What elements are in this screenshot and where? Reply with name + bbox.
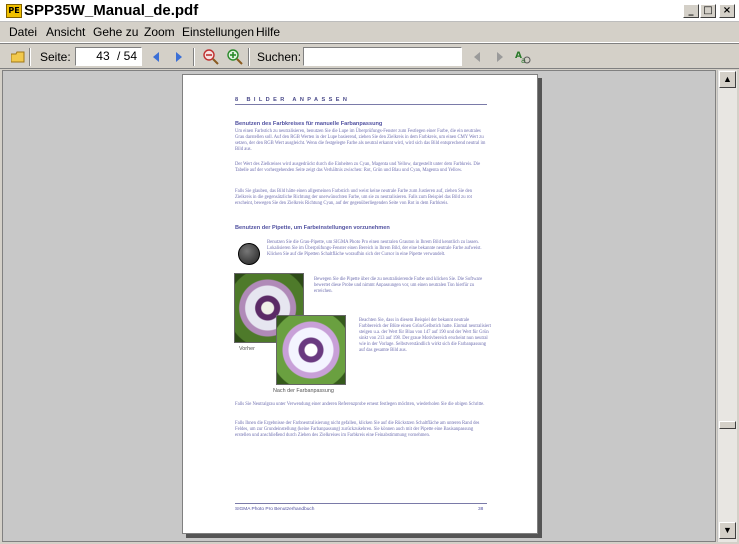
search-next-icon[interactable] — [491, 48, 509, 66]
toolbar — [0, 43, 739, 69]
menu-bar — [0, 23, 739, 43]
match-case-icon[interactable] — [514, 48, 532, 66]
page-number-input[interactable] — [75, 47, 142, 66]
chapter-heading: 8 BILDER ANPASSEN — [235, 97, 351, 103]
page-label: Seite: — [40, 50, 71, 64]
menu-datei[interactable]: Datei — [9, 25, 38, 39]
search-input[interactable] — [303, 47, 462, 66]
maximize-button[interactable]: □ — [700, 4, 716, 18]
next-page-icon[interactable] — [170, 48, 188, 66]
paragraph: Bewegen Sie die Pipette über die zu neutralisierende Farbe und klicken Sie. Die Software bewertet diese Probe und nimmt Anpassungen vor, um einen neutralen Ton hierfür zu erreichen. — [314, 277, 483, 294]
app-icon: PE — [6, 4, 22, 18]
toolbar-separator — [29, 48, 31, 66]
caption-after: Nach der Farbanpassung — [273, 388, 334, 394]
paragraph: Beachten Sie, dass in diesem Beispiel der bekannt neutrale Farbbereich der Blüte einen Grün/Gelbstich hatte. Einmal neutralisiert steigen u.a. der Wert für Blau von 147 auf 190 und der Wert für Grün sinkt von 213 auf 198. Der graue Motivbereich erscheint nun neutral wie in der Vorlage. Selbstverständlich wirkt sich die Farbanpassung auf das gesamte Bild aus. — [359, 318, 491, 353]
vertical-scrollbar[interactable] — [717, 70, 737, 542]
title-bar — [0, 0, 739, 22]
paragraph: Der Wert des Zielkreises wird ausgedrückt durch die Einheiten zu Cyan, Magenta und Yellow, dargestellt unter dem Farbkreis. Die Tabelle auf der vorhergehenden Seite zeigt das Verhältnis zwischen: Rot, Grün und Blau und Cyan, Magenta und Yellow. — [235, 162, 481, 173]
scroll-down-button[interactable]: ▼ — [719, 522, 736, 539]
menu-einstellungen[interactable]: Einstellungen — [182, 25, 255, 39]
menu-ansicht[interactable]: Ansicht — [46, 25, 86, 39]
window-title: SPP35W_Manual_de.pdf — [24, 2, 199, 19]
paragraph: Um einen Farbstich zu neutralisieren, benutzen Sie die Lupe im Überprüfungs-Fenster zum Festlegen einer Farbe, die ein neutrales Grau darstellen soll. Auf den RGB Werten in der Lupe basierend, ziehen Sie den Zielkreis in dem Farbkreis, um einen CMY Wert zu setzen, der den RGB Wert ausgleicht. Wenn die festgelegte Farbe als neutral erkannt wird, wird sich das Bild entsprechend neutral im Bild aus. — [235, 129, 486, 152]
pipette-icon — [238, 243, 260, 265]
open-folder-icon[interactable] — [9, 48, 27, 66]
toolbar-separator — [248, 48, 250, 66]
footer-title: SIGMA Photo Pro Benutzerhandbuch — [235, 507, 315, 512]
paragraph: Benutzen Sie die Grau-Pipette, um SIGMA Photo Pro einen neutralen Grauton in Ihrem Bild kenntlich zu lassen. Lokalisieren Sie im Überprüfungs-Fenster einen Bereich in Ihrem Bild, der eine bekannte neutrale Farbe aufweist. Klicken Sie auf die Pipetten Schaltfläche woraufhin sich der Cursor in eine Pipette verwandelt. — [267, 240, 482, 257]
close-button[interactable]: × — [719, 4, 735, 18]
toolbar-separator — [193, 48, 195, 66]
minimize-button[interactable]: _ — [683, 4, 699, 18]
svg-text:A: A — [515, 51, 522, 61]
page-number: 38 — [478, 507, 484, 512]
previous-page-icon[interactable] — [147, 48, 165, 66]
caption-before: Vorher — [239, 346, 255, 352]
paragraph: Falls Ihnen die Ergebnisse der Farbneutralisierung nicht gefallen, klicken Sie auf die Rückstzen Schaltfläche am unteren Rand des Feldes, um zur Grundeinstellung (keine Farbanpassung) zurückzukehren. Sie können auch mit der Pipette eine Basisanpassung erstellen und anschließend durch Ziehen des Zielkreises im Farbkreis eine Feinabstimmung vornehmen. — [235, 421, 480, 438]
paragraph: Falls Sie glauben, das Bild hätte einen allgemeinen Farbstich und weist keine neutrale Farbe zum Justieren auf, ziehen Sie den Zielkreis in die gegensätzliche Richtung der unerwünschten Farbe, um sie zu neutralisieren. Falls zum Beispiel das Bild zu rot erscheint, bewegen Sie den Zielkreis Richtung Cyan, auf der gegenüberliegenden Seite von Rot in dem Farbkreis. — [235, 189, 473, 206]
section-heading: Benutzen des Farbkreises für manuelle Farbanpassung — [235, 121, 383, 127]
footer-rule — [235, 503, 487, 504]
flower-photo-after — [276, 315, 346, 385]
paragraph: Falls Sie Neutralgrau unter Verwendung einer anderen Referenzprobe erneut festlegen möchten, wiederholen Sie die obigen Schritte. — [235, 402, 485, 407]
heading-rule — [235, 104, 487, 105]
section-heading: Benutzen der Pipette, um Farbeinstellungen vorzunehmen — [235, 225, 390, 231]
page-total: / 54 — [116, 49, 137, 63]
zoom-in-icon[interactable] — [226, 48, 244, 66]
zoom-out-icon[interactable] — [202, 48, 220, 66]
menu-gehe-zu[interactable]: Gehe zu — [93, 25, 139, 39]
search-previous-icon[interactable] — [468, 48, 486, 66]
svg-text:a: a — [521, 56, 526, 65]
menu-hilfe[interactable]: Hilfe — [256, 25, 281, 39]
scroll-up-button[interactable]: ▲ — [719, 71, 736, 88]
menu-zoom[interactable]: Zoom — [144, 25, 175, 39]
search-label: Suchen: — [257, 50, 302, 64]
page-current: 43 — [96, 49, 110, 63]
pdf-page — [182, 74, 538, 534]
scroll-thumb[interactable] — [719, 421, 736, 429]
